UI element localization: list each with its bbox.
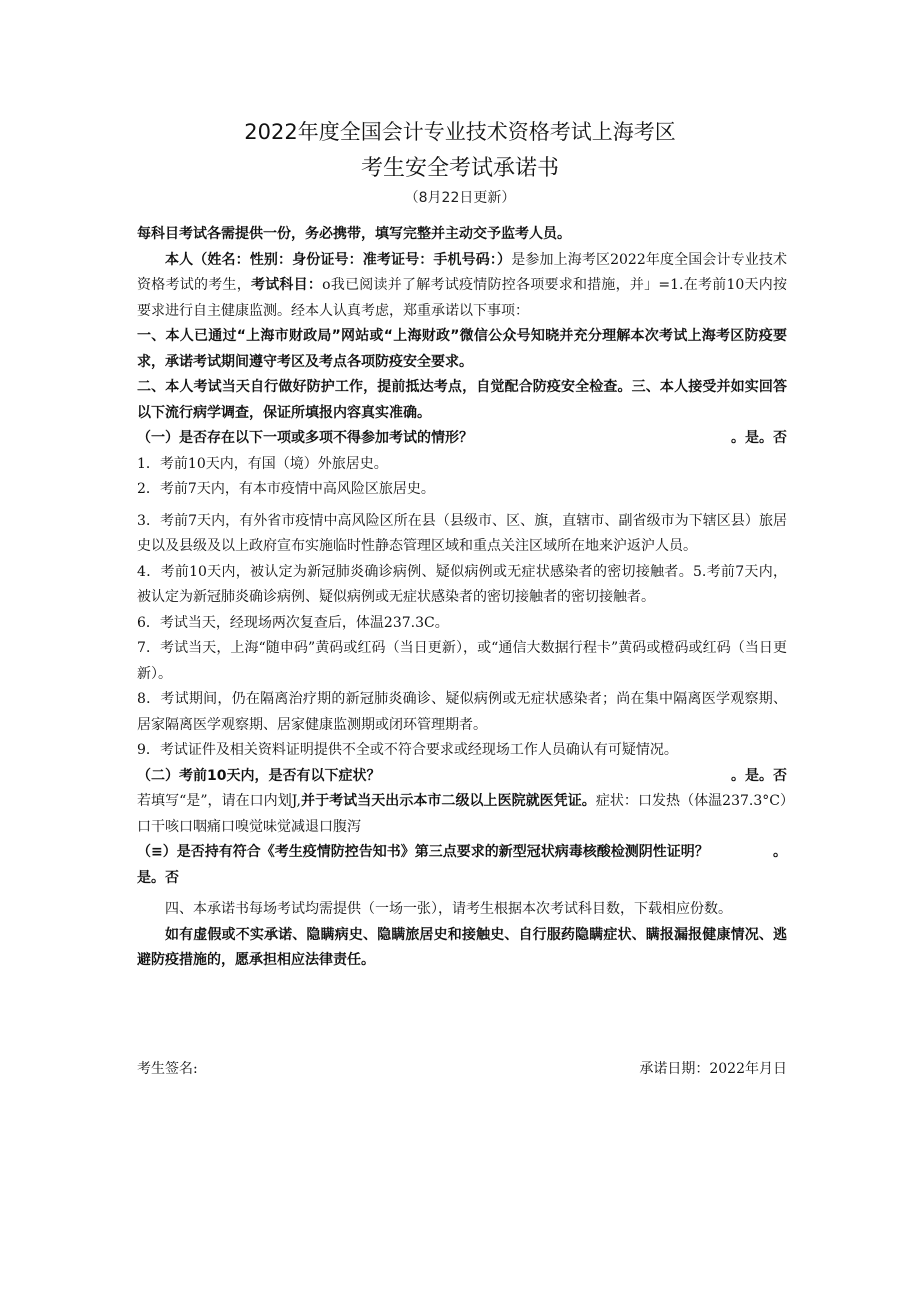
q2-row [137, 764, 787, 790]
document-title-line1: 2022年度全国会计专业技术资格考试上海考区 [244, 120, 676, 144]
q1-question: （一）是否存在以下一项或多项不得参加考试的情形？ [137, 430, 473, 446]
update-note: （8月22日更新） [404, 190, 516, 206]
q2-note [137, 789, 787, 840]
commitment-date: 承诺日期：2022年月日 [639, 1061, 787, 1077]
q1-item-1: 1．考前10天内，有国（境）外旅居史。 [137, 455, 388, 472]
signature-label: 考生签名: [137, 1061, 198, 1077]
declaration-subject: 考试科目： [250, 277, 323, 293]
document-title-line2: 考生安全考试承诺书 [360, 156, 559, 181]
q2-note-prefix: 若填写“是”，请在口内划J, [137, 793, 302, 809]
q1-item-7: 7．考试当天，上海“随申码”黄码或红码（当日更新），或“通信大数据行程卡”黄码或橙码或红码（当日更新）。 [137, 640, 787, 682]
q3-question: （≡）是否持有符合《考生疫情防控告知书》第三点要求的新型冠状病毒核酸检测阴性证明？ [137, 844, 709, 860]
q1-item-9: 9．考试证件及相关资料证明提供不全或不符合要求或经现场工作人员确认有可疑情况。 [137, 742, 678, 758]
commitment-two: 二、本人考试当天自行做好防护工作，提前抵达考点，自觉配合防疫安全检查。三、本人接受并如实回答以下流行病学调查，保证所填报内容真实准确。 [137, 379, 787, 421]
legal-warning: 如有虚假或不实承诺、隐瞒病史、隐瞒旅居史和接触史、自行服药隐瞒症状、瞒报漏报健康情况、逃避防疫措施的，愿承担相应法律责任。 [137, 926, 787, 968]
declaration-text-a: 是参加上海考区2022年度全国会计专业技术资格考试的考生， [137, 251, 788, 293]
q3-row [137, 840, 787, 866]
q2-options[interactable]: 。是。否 [731, 767, 787, 784]
q3-options[interactable]: 是。否 [137, 869, 179, 886]
commitment-one: 一、本人已通过“上海市财政局”网站或“上海财政”微信公众号知晓并充分理解本次考试上海考区防疫要求，承诺考试期间遵守考区及考点各项防疫安全要求。 [137, 328, 787, 370]
q1-row [137, 426, 787, 452]
q2-note-suffix: 症状：口发热（体温237.3°C）口干咳口咽痛口嗅觉味觉减退口腹泻 [137, 793, 788, 835]
q1-item-4: 4．考前10天内，被认定为新冠肺炎确诊病例、疑似病例或无症状感染者的密切接触者。5.考前7天内，被认定为新冠肺炎确诊病例、疑似病例或无症状感染者的密切接触者的密切接触者。 [137, 563, 787, 605]
declaration-text-b: o我已阅读并了解考试疫情防控各项要求和措施，并」=1.在考前10天内按要求进行自主健康监测。经本人认真考虑，郑重承诺以下事项： [137, 277, 787, 319]
declaration-paragraph [137, 248, 787, 325]
q1-item-3: 3．考前7天内，有外省市疫情中高风险区所在县（县级市、区、旗，直辖市、副省级市为下辖区县）旅居史以及县级及以上政府宣布实施临时性静态管理区域和重点关注区域所在地来沪返沪人员。 [137, 512, 787, 554]
q1-item-6: 6．考试当天，经现场两次复查后，体温237.3C。 [137, 614, 449, 631]
q2-note-bold: 并于考试当天出示本市二级以上医院就医凭证。 [301, 793, 596, 809]
q3-dot: 。 [773, 844, 787, 860]
intro-instruction: 每科目考试各需提供一份，务必携带，填写完整并主动交予监考人员。 [137, 226, 571, 242]
signature-row [137, 1058, 787, 1078]
q2-question: （二）考前10天内，是否有以下症状？ [137, 767, 381, 784]
q1-options[interactable]: 。是。否 [731, 430, 787, 446]
declaration-lead: 本人（姓名：性别：身份证号：准考证号：手机号码：） [165, 251, 512, 268]
q1-item-8: 8．考试期间，仍在隔离治疗期的新冠肺炎确诊、疑似病例或无症状感染者；尚在集中隔离医学观察期、居家隔离医学观察期、居家健康监测期或闭环管理期者。 [137, 691, 787, 733]
item-four: 四、本承诺书每场考试均需提供（一场一张），请考生根据本次考试科目数，下载相应份数。 [165, 901, 732, 917]
q1-item-2: 2．考前7天内，有本市疫情中高风险区旅居史。 [137, 481, 435, 497]
document-body [137, 222, 787, 974]
